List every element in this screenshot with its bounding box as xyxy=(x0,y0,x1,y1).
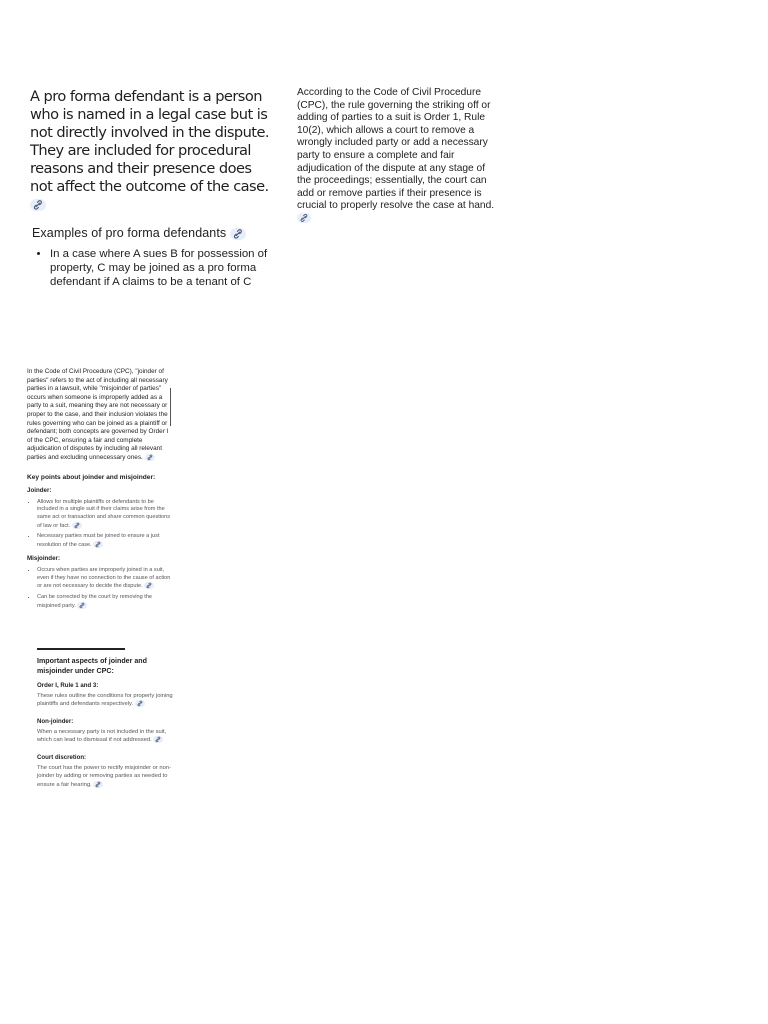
source-link-chip[interactable] xyxy=(145,454,155,461)
link-icon xyxy=(297,213,311,223)
joinder-list xyxy=(27,499,172,550)
divider xyxy=(37,648,125,650)
aspect-title: Court discretion: xyxy=(37,753,87,761)
source-link-chip[interactable] xyxy=(144,582,154,589)
aspect-text: These rules outline the conditions for properly joining plaintiffs and defendants respectively. xyxy=(37,693,173,708)
link-icon xyxy=(77,602,87,609)
aspect-title: Non-joinder: xyxy=(37,717,74,725)
aspects-section xyxy=(37,648,177,789)
link-icon xyxy=(153,736,163,743)
aspect-text: The court has the power to rectify misjoinder or non-joinder by adding or removing parties as needed to ensure a fair hearing. xyxy=(37,764,172,788)
link-icon xyxy=(30,199,46,211)
examples-heading: Examples of pro forma defendants xyxy=(32,226,270,240)
aspect-text: When a necessary party is not included in the suit, which can lead to dismissal if not addressed. xyxy=(37,728,167,744)
source-link-chip[interactable] xyxy=(77,602,87,609)
joinder-heading: Joinder: xyxy=(27,486,52,494)
source-link-chip[interactable] xyxy=(30,199,46,211)
link-icon xyxy=(93,541,103,548)
source-link-chip[interactable] xyxy=(72,522,82,529)
key-points-heading: Key points about joinder and misjoinder: xyxy=(27,473,156,481)
aspects-heading: Important aspects of joinder and misjoinder under CPC: xyxy=(37,657,147,675)
list-item: • Occurs when parties are improperly joined in a suit, even if they have no connection to the cause of action or are not necessary to decide the dispute. xyxy=(37,567,172,591)
pro-forma-section xyxy=(30,88,270,290)
list-item: • Allows for multiple plaintiffs or defendants to be included in a single suit if their claims arise from the same act or transaction and share common questions of law or fact. xyxy=(37,499,172,530)
example-item: • In a case where A sues B for possession of property, C may be joined as a pro forma defendant if A claims to be a tenant of C xyxy=(50,247,270,290)
joinder-section xyxy=(27,368,172,613)
source-link-chip[interactable] xyxy=(297,213,311,223)
link-icon xyxy=(135,700,145,707)
source-link-chip[interactable] xyxy=(230,228,246,240)
link-icon xyxy=(230,228,246,240)
misjoinder-list xyxy=(27,567,172,610)
joinder-intro: In the Code of Civil Procedure (CPC), "joinder of parties" refers to the act of including all necessary parties in a lawsuit, while "misjoinder of parties" occurs when someone is improperly added as a party to a suit, meaning they are not necessary or proper to the case, and their inclusion violates the rules governing who can be joined as a plaintiff or defendant; both concepts are governed by Order I of the CPC, ensuring a fair and complete adjudication of disputes by including all relevant parties and excluding unnecessary ones. xyxy=(27,368,169,462)
link-icon xyxy=(145,454,155,461)
source-link-chip[interactable] xyxy=(153,736,163,743)
order-rule-text: According to the Code of Civil Procedure (CPC), the rule governing the striking off or adding of parties to a suit is Order 1, Rule 10(2), which allows a court to remove a wrongly included party or add a necessary party to ensure a complete and fair adjudication of the dispute at any stage of the proceedings; essentially, the court can add or remove parties if their presence is crucial to properly resolve the case at hand. xyxy=(297,87,497,226)
list-item: • Necessary parties must be joined to ensure a just resolution of the case. xyxy=(37,533,172,549)
link-icon xyxy=(144,582,154,589)
examples-list xyxy=(30,247,270,290)
misjoinder-heading: Misjoinder: xyxy=(27,555,61,563)
link-icon xyxy=(93,781,103,788)
source-link-chip[interactable] xyxy=(135,700,145,707)
source-link-chip[interactable] xyxy=(93,541,103,548)
scrollbar[interactable] xyxy=(170,388,171,426)
link-icon xyxy=(72,522,82,529)
pro-forma-definition: A pro forma defendant is a person who is named in a legal case but is not directly involved in the dispute. They are included for procedural reasons and their presence does not affect the outcome of the case. xyxy=(30,88,270,214)
order-rule-section xyxy=(297,87,497,226)
aspect-title: Order I, Rule 1 and 3: xyxy=(37,682,99,689)
list-item: • Can be corrected by the court by removing the misjoined party. xyxy=(37,594,172,610)
source-link-chip[interactable] xyxy=(93,781,103,788)
